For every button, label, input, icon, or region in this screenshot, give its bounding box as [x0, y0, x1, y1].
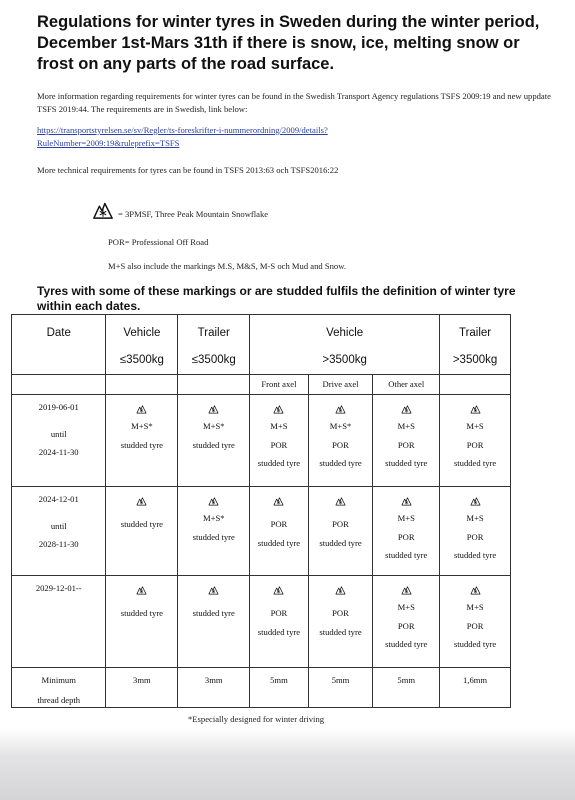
cell-text: M+S: [397, 602, 415, 612]
date-header: Date: [12, 315, 106, 375]
date-to: 2028-11-30: [38, 539, 79, 550]
table-heading: Tyres with some of these markings or are studded fulfils the definition of winter tyre within each dates.: [37, 284, 516, 313]
technical-requirements-text: More technical requirements for tyres can be found in TSFS 2013:63 och TSFS2016:22: [37, 165, 339, 175]
cell-text: studded tyre: [453, 458, 497, 469]
three-peak-snowflake-icon: [401, 403, 412, 414]
three-peak-snowflake-icon: [208, 495, 219, 506]
three-peak-snowflake-icon: [273, 403, 284, 414]
minimum-depth-label: [12, 668, 106, 708]
three-peak-snowflake-icon: [470, 403, 481, 414]
cell-text: studded tyre: [120, 608, 163, 618]
cell-stack: [309, 487, 373, 547]
por-definition: POR= Professional Off Road: [108, 237, 209, 247]
cell-text: M+S*: [202, 421, 225, 431]
tyre-requirement-cell: [308, 395, 373, 487]
tyre-requirement-cell: [178, 395, 250, 487]
axel-header-row: [12, 375, 511, 395]
date-cell: [12, 576, 106, 668]
cell-text: studded tyre: [257, 458, 301, 469]
vehicle-heavy-header: [250, 315, 440, 375]
cell-text: POR: [332, 519, 349, 529]
vehicle-heavy-weight: >3500kg: [322, 354, 367, 366]
date-from: 2029-12-01--: [35, 583, 82, 593]
three-peak-snowflake-icon: [136, 495, 147, 506]
cell-text: studded tyre: [319, 537, 362, 548]
cell-stack: [106, 576, 177, 618]
three-peak-snowflake-icon: [208, 403, 219, 414]
tyre-requirement-cell: [178, 576, 250, 668]
bottom-shadow: [0, 728, 575, 800]
tyre-requirement-cell: [440, 576, 511, 668]
tyre-requirement-cell: [250, 487, 309, 576]
cell-text: POR: [466, 439, 484, 450]
cell-stack: [373, 576, 439, 649]
tyre-requirement-cell: [308, 487, 373, 576]
cell-text: POR: [397, 531, 415, 542]
document-title: Regulations for winter tyres in Sweden during the winter period, December 1st-Mars 31th if there is snow, ice, melting snow or frost on any parts of the road surface.: [37, 13, 540, 73]
cell-text: studded tyre: [257, 626, 301, 637]
cell-text: POR: [332, 439, 349, 450]
tyre-requirement-cell: [106, 395, 178, 487]
trailer-light-weight: ≤3500kg: [191, 354, 236, 366]
cell-text: POR: [270, 519, 288, 529]
tyre-requirement-cell: [250, 576, 309, 668]
min-depth-cell: 5mm: [250, 668, 309, 708]
cell-stack: [309, 576, 373, 636]
footnote: *Especially designed for winter driving: [188, 714, 325, 724]
cell-text: studded tyre: [453, 550, 497, 561]
cell-text: M+S*: [329, 421, 352, 431]
tyre-requirement-cell: [440, 487, 511, 576]
cell-stack: [373, 487, 439, 560]
cell-stack: [440, 487, 510, 560]
date-from: 2024-12-01: [38, 494, 79, 504]
three-peak-snowflake-icon: [273, 584, 284, 595]
vehicle-light-label: Vehicle: [123, 327, 161, 339]
cell-stack: [106, 395, 177, 449]
cell-text: studded tyre: [120, 439, 163, 450]
cell-text: M+S*: [202, 513, 225, 523]
cell-text: studded tyre: [385, 550, 428, 561]
three-peak-snowflake-icon: [208, 584, 219, 595]
tyre-requirement-cell: [250, 395, 309, 487]
date-cell: [12, 395, 106, 487]
three-peak-snowflake-icon: [335, 495, 346, 506]
tyre-requirement-cell: [440, 395, 511, 487]
minimum-depth-row: [12, 668, 511, 708]
vehicle-light-weight: ≤3500kg: [119, 354, 164, 366]
tyre-requirement-cell: [106, 576, 178, 668]
cell-text: POR: [466, 620, 484, 631]
cell-text: studded tyre: [385, 639, 428, 650]
cell-text: M+S: [466, 421, 484, 431]
intro-paragraph: More information regarding requirements for winter tyres can be found in the Swedish Transport Agency regulations TSFS 2009:19 and new uppdate TSFS 2019:44. The requirements are in Swedish, link below:: [37, 91, 551, 114]
trailer-heavy-header: [440, 315, 511, 375]
three-peak-snowflake-icon: [273, 495, 284, 506]
regulation-link[interactable]: https://transportstyrelsen.se/sv/Regler/ts-foreskrifter-i-nummerordning/2009/details?RuleNumber=2009:19&ruleprefix=TSFS: [37, 125, 328, 148]
cell-text: studded tyre: [257, 537, 301, 548]
three-peak-snowflake-icon: [92, 198, 114, 220]
cell-text: POR: [466, 531, 484, 542]
three-peak-snowflake-icon: [335, 584, 346, 595]
front-axel-header: Front axel: [250, 375, 309, 395]
three-peak-snowflake-icon: [401, 495, 412, 506]
three-peak-snowflake-icon: [136, 403, 147, 414]
cell-text: POR: [332, 608, 349, 618]
minimum-label-line1: Minimum: [41, 675, 76, 685]
cell-stack: [178, 487, 249, 541]
cell-text: studded tyre: [319, 626, 362, 637]
drive-axel-header: Drive axel: [308, 375, 373, 395]
trailer-heavy-label: Trailer: [458, 327, 492, 339]
three-peak-snowflake-icon: [335, 403, 346, 414]
three-peak-snowflake-icon: [470, 584, 481, 595]
cell-text: M+S*: [131, 421, 153, 431]
cell-text: POR: [397, 439, 415, 450]
cell-text: M+S: [397, 421, 415, 431]
date-until: until: [50, 428, 67, 439]
date-cell: [12, 487, 106, 576]
minimum-label-line2: thread depth: [37, 694, 81, 705]
three-peak-snowflake-icon: [401, 584, 412, 595]
vehicle-heavy-label: Vehicle: [326, 327, 364, 339]
cell-stack: [250, 395, 308, 468]
cell-text: studded tyre: [319, 458, 362, 469]
tyre-requirement-cell: [373, 487, 440, 576]
cell-text: POR: [397, 620, 415, 631]
date-to: 2024-11-30: [38, 447, 79, 458]
cell-text: M+S: [466, 513, 484, 523]
tyre-requirement-cell: [373, 576, 440, 668]
date-from: 2019-06-01: [38, 402, 79, 412]
other-axel-header: Other axel: [373, 375, 440, 395]
min-depth-cell: 5mm: [308, 668, 373, 708]
cell-text: studded tyre: [192, 608, 235, 618]
table-row: [12, 395, 511, 487]
cell-stack: [178, 576, 249, 618]
tyre-requirement-cell: [106, 487, 178, 576]
cell-text: M+S: [397, 513, 415, 523]
cell-stack: [178, 395, 249, 449]
min-depth-cell: 3mm: [106, 668, 178, 708]
tyre-requirement-cell: [308, 576, 373, 668]
cell-text: studded tyre: [453, 639, 497, 650]
cell-stack: [440, 395, 510, 468]
min-depth-cell: 1,6mm: [440, 668, 511, 708]
cell-text: POR: [270, 608, 288, 618]
cell-text: M+S: [270, 421, 288, 431]
cell-text: studded tyre: [120, 519, 163, 529]
cell-text: studded tyre: [192, 439, 235, 450]
table-row: [12, 576, 511, 668]
cell-text: POR: [270, 439, 288, 450]
trailer-light-label: Trailer: [197, 327, 230, 339]
cell-stack: [250, 487, 308, 547]
cell-text: M+S: [466, 602, 484, 612]
cell-stack: [440, 576, 510, 649]
winter-tyre-table: [11, 314, 511, 708]
date-until: until: [50, 520, 67, 531]
three-peak-snowflake-icon: [136, 584, 147, 595]
min-depth-cell: 3mm: [178, 668, 250, 708]
table-header-row: [12, 315, 511, 375]
min-depth-cell: 5mm: [373, 668, 440, 708]
cell-text: studded tyre: [385, 458, 428, 469]
cell-stack: [106, 487, 177, 529]
snowflake-definition: = 3PMSF, Three Peak Mountain Snowflake: [118, 209, 269, 219]
cell-stack: [250, 576, 308, 636]
cell-text: studded tyre: [192, 531, 235, 542]
vehicle-light-header: [106, 315, 178, 375]
tyre-requirement-cell: [373, 395, 440, 487]
cell-stack: [373, 395, 439, 468]
ms-definition: M+S also include the markings M.S, M&S, M-S och Mud and Snow.: [108, 261, 346, 271]
tyre-requirement-cell: [178, 487, 250, 576]
trailer-heavy-weight: >3500kg: [452, 354, 498, 366]
trailer-light-header: [178, 315, 250, 375]
cell-stack: [309, 395, 373, 468]
three-peak-snowflake-icon: [470, 495, 481, 506]
table-row: [12, 487, 511, 576]
